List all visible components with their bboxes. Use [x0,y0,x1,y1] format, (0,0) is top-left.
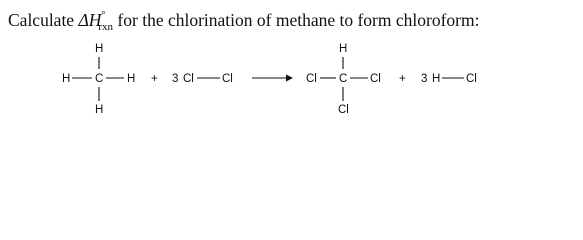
chlorine-atom-a: Cl [183,73,194,85]
methane-bottom-h: H [95,104,104,116]
enthalpy-symbol: ΔH [78,10,102,30]
standard-state-superscript: ° [101,10,106,21]
plus-sign-2: + [399,73,406,85]
chlorine-coefficient: 3 [172,73,179,85]
chlorine-atom-b: Cl [222,73,233,85]
chloroform-structure [306,43,381,116]
methane-right-h: H [127,73,136,85]
reaction-subscript: rxn [98,21,114,33]
chloroform-left-cl: Cl [306,73,317,85]
reaction-arrow [252,75,293,82]
chlorine-molecule [172,73,233,85]
problem-suffix: for the chlorination of methane to form chloroform: [113,10,480,30]
arrow-head [286,75,293,82]
methane-structure [62,43,135,116]
plus-sign-1: + [151,73,158,85]
hcl-atom-h: H [432,73,441,85]
problem-prefix: Calculate [8,10,79,30]
hcl-molecule [421,73,477,85]
chloroform-carbon: C [339,73,348,85]
methane-top-h: H [95,43,104,55]
chloroform-bottom-cl: Cl [338,104,349,116]
methane-left-h: H [62,73,71,85]
chloroform-top-h: H [339,43,348,55]
hcl-coefficient: 3 [421,73,428,85]
hcl-atom-cl: Cl [466,73,477,85]
chloroform-right-cl: Cl [370,73,381,85]
methane-carbon: C [95,73,104,85]
